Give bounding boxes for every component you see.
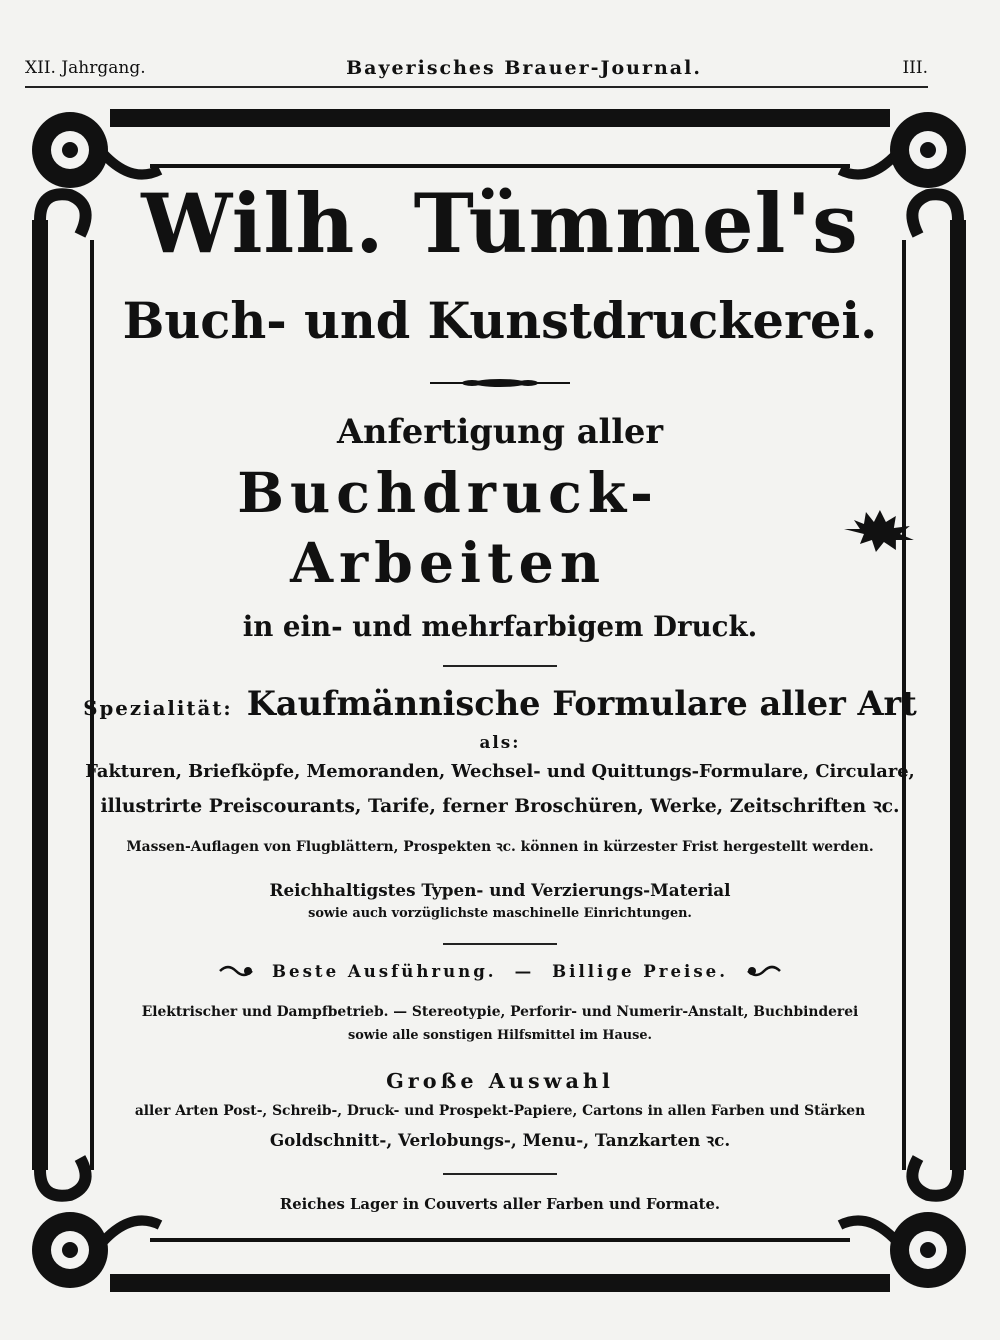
items-line-1: Fakturen, Briefköpfe, Memoranden, Wechsel- und Quittungs-Formulare, Circulare, <box>85 761 915 782</box>
als-label: als: <box>479 732 521 752</box>
couverts-text: Reiches Lager in Couverts aller Farben und Formate. <box>279 1196 721 1213</box>
dash-separator: — <box>514 961 535 981</box>
flourish-divider <box>80 373 920 409</box>
ad-title: Wilh. Tümmel's <box>141 177 859 272</box>
papiere-text: aller Arten Post-, Schreib-, Druck- und Prospekt-Papiere, Cartons in allen Farben und Stärken <box>134 1103 866 1119</box>
left-scroll-icon <box>218 963 254 979</box>
items-line-2: illustrirte Preiscourants, Tarife, ferner Broschüren, Werke, Zeitschriften ꝛc. <box>100 795 900 817</box>
material-text: Reichhaltigstes Typen- und Verzierungs-Material <box>269 880 731 900</box>
massen-text: Massen-Auflagen von Flugblättern, Prospekten ꝛc. können in kürzester Frist hergestellt werden. <box>126 839 874 855</box>
page-number: III. <box>902 58 928 78</box>
divider-rule <box>443 943 557 945</box>
druck-text: in ein- und mehrfarbigem Druck. <box>242 610 758 643</box>
billige-preise: Billige Preise. <box>552 961 728 981</box>
material-subtext: sowie auch vorzüglichste maschinelle Einrichtungen. <box>308 906 692 921</box>
leaf-ornament-icon <box>840 504 920 554</box>
buchdruck-heading: Buchdruck-Arbeiten <box>237 461 659 596</box>
divider-rule <box>443 1173 557 1175</box>
spezialitaet-label: Spezialität: <box>83 696 233 720</box>
volume-label: XII. Jahrgang. <box>25 58 146 78</box>
advertisement <box>80 175 920 1219</box>
betrieb-subtext: sowie alle sonstigen Hilfsmittel im Hause. <box>348 1028 652 1043</box>
anfertigung-text: Anfertigung aller <box>336 411 664 451</box>
flourish-icon <box>420 373 580 393</box>
beste-ausfuehrung: Beste Ausführung. <box>272 961 497 981</box>
grosse-auswahl-heading: Große Auswahl <box>386 1069 614 1093</box>
divider-rule <box>443 665 557 667</box>
karten-text: Goldschnitt-, Verlobungs-, Menu-, Tanzkarten ꝛc. <box>269 1130 731 1150</box>
right-scroll-icon <box>746 963 782 979</box>
ad-subtitle: Buch- und Kunstdruckerei. <box>122 292 878 350</box>
spezialitaet-value: Kaufmännische Formulare aller Art <box>246 683 917 723</box>
journal-title: Bayerisches Brauer-Journal. <box>346 57 702 79</box>
betrieb-text: Elektrischer und Dampfbetrieb. — Stereotypie, Perforir- und Numerir-Anstalt, Buchbinderei <box>141 1004 859 1020</box>
